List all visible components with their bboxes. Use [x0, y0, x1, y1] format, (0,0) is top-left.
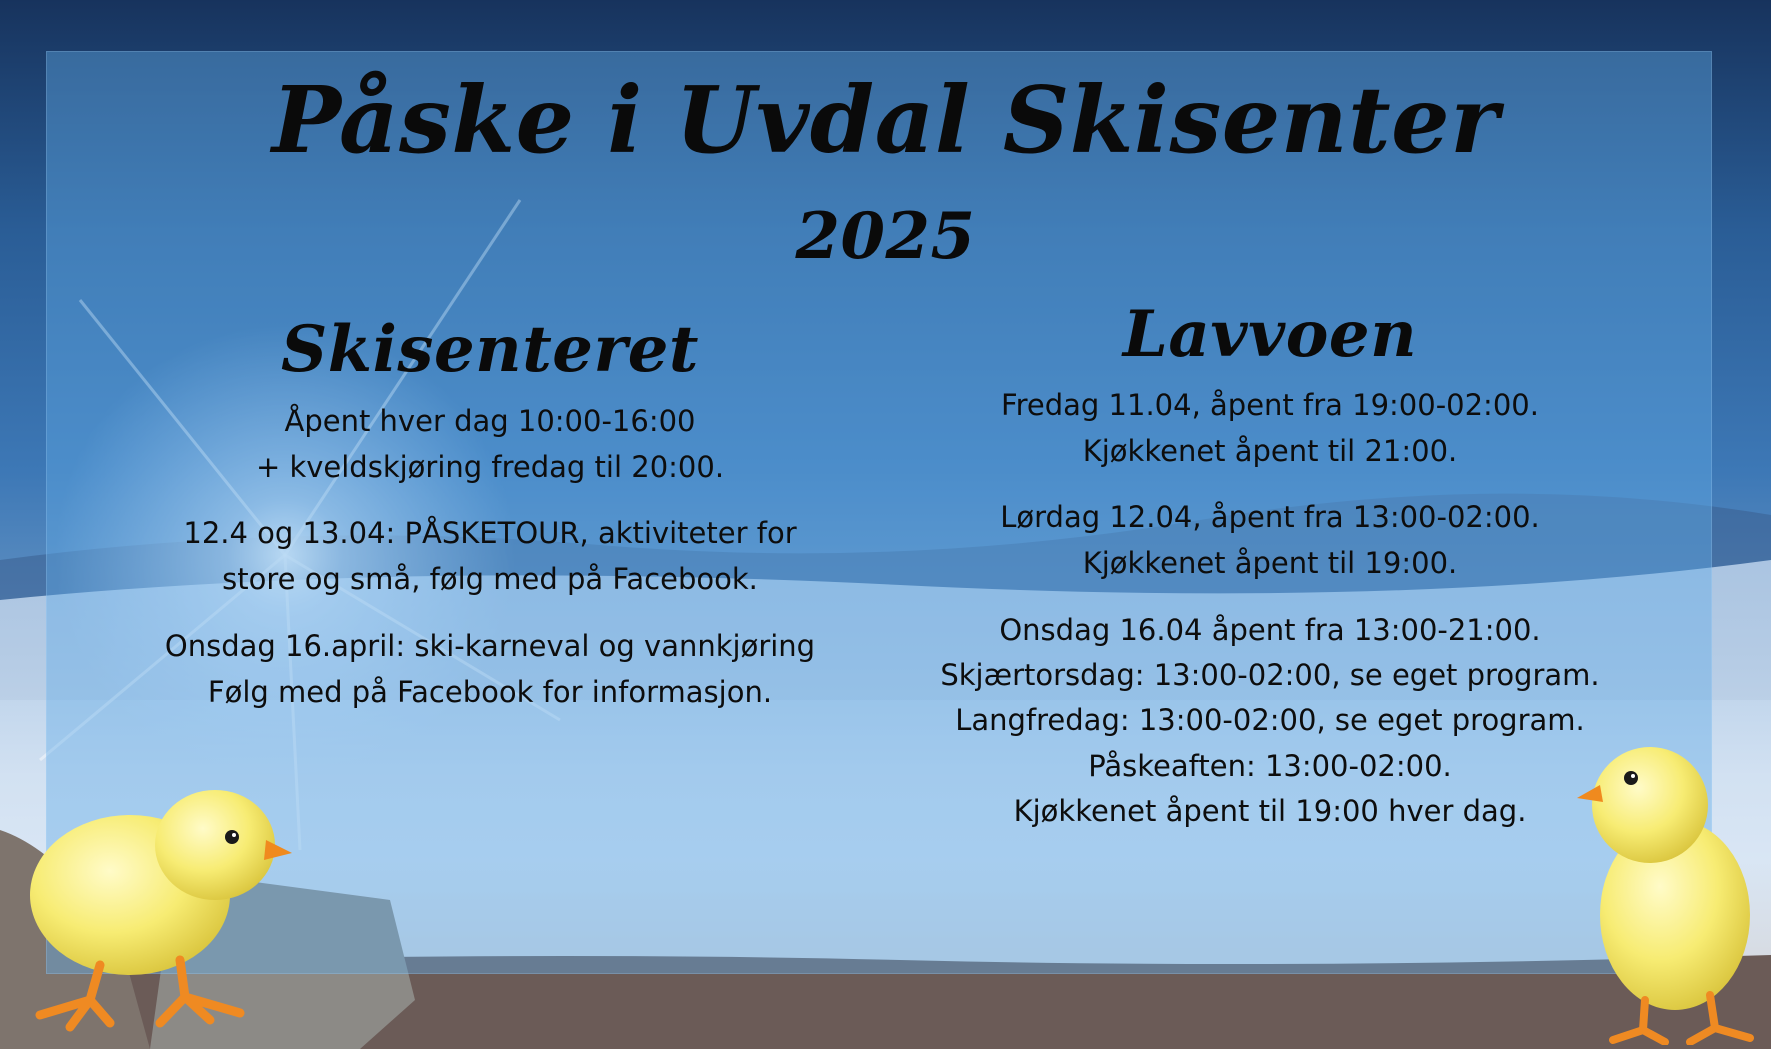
chick-left-icon — [10, 765, 300, 1035]
chick-right-icon — [1565, 730, 1765, 1045]
skisenteret-line: Følg med på Facebook for informasjon. — [207, 675, 773, 709]
lavvoen-heading: Lavvoen — [1122, 297, 1418, 372]
lavvoen-line: Skjærtorsdag: 13:00-02:00, se eget program. — [940, 658, 1600, 692]
lavvoen-line: Påskeaften: 13:00-02:00. — [1088, 749, 1452, 783]
lavvoen-line: Kjøkkenet åpent til 19:00. — [1082, 546, 1458, 580]
page-year: 2025 — [795, 199, 976, 274]
lavvoen-line: Kjøkkenet åpent til 19:00 hver dag. — [1013, 794, 1527, 828]
lavvoen-line: Lørdag 12.04, åpent fra 13:00-02:00. — [1000, 500, 1540, 534]
lavvoen-line: Fredag 11.04, åpent fra 19:00-02:00. — [1001, 388, 1539, 422]
skisenteret-line: Åpent hver dag 10:00-16:00 — [284, 404, 696, 438]
skisenteret-line: store og små, følg med på Facebook. — [222, 562, 758, 596]
skisenteret-line: Onsdag 16.april: ski-karneval og vannkjøring — [164, 629, 816, 663]
lavvoen-line: Kjøkkenet åpent til 21:00. — [1082, 434, 1458, 468]
skisenteret-line: + kveldskjøring fredag til 20:00. — [255, 450, 725, 484]
lavvoen-line: Onsdag 16.04 åpent fra 13:00-21:00. — [999, 613, 1541, 647]
skisenteret-heading: Skisenteret — [281, 312, 699, 387]
skisenteret-line: 12.4 og 13.04: PÅSKETOUR, aktiviteter for — [183, 516, 797, 550]
page-title: Påske i Uvdal Skisenter — [271, 66, 1500, 174]
lavvoen-line: Langfredag: 13:00-02:00, se eget program. — [955, 703, 1585, 737]
